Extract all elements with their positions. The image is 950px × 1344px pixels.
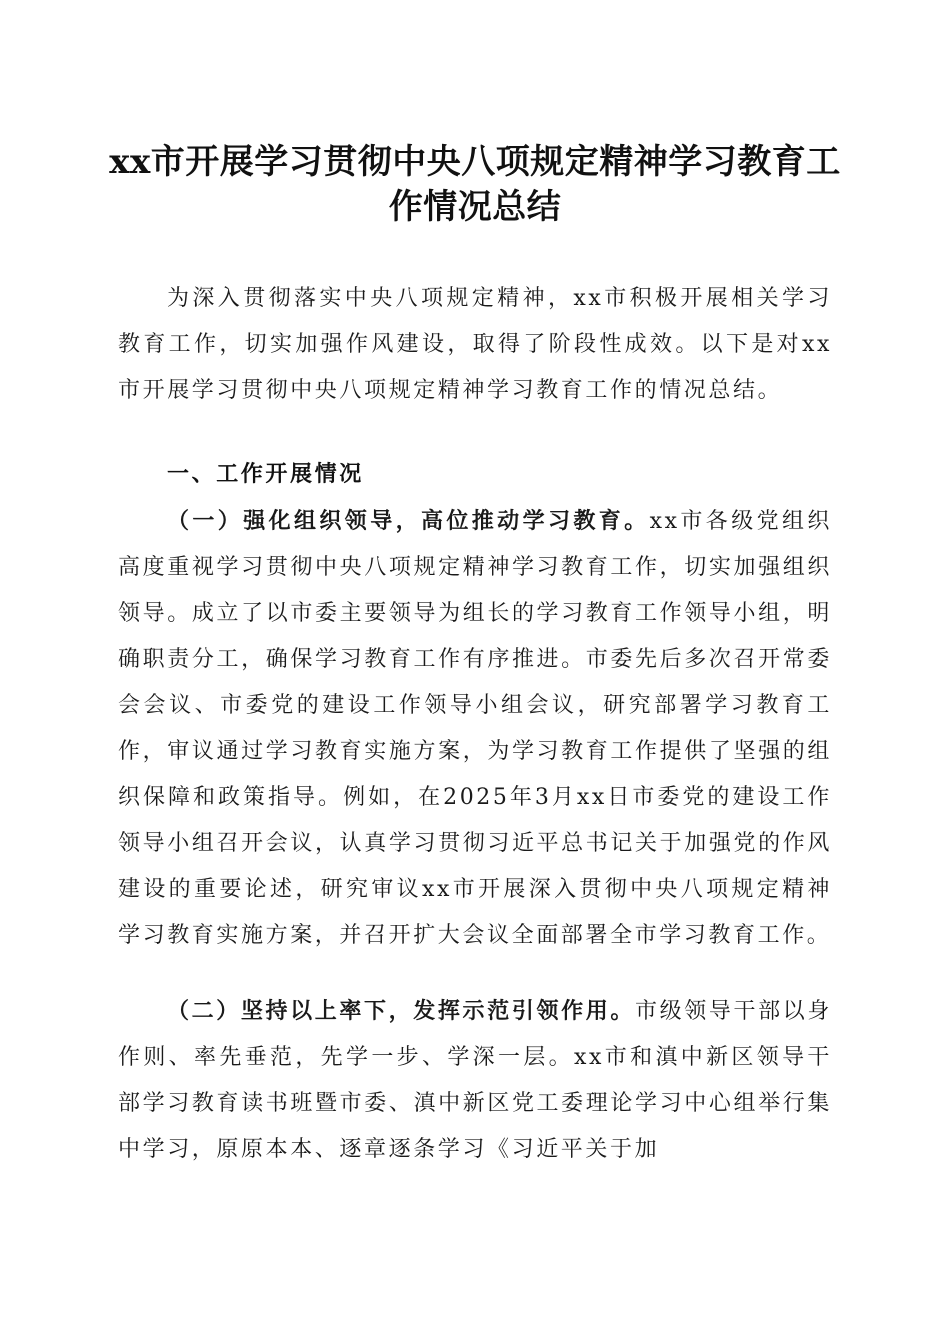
paragraph-lead-leading-by-example: （二）坚持以上率下，发挥示范引领作用。: [167, 998, 635, 1024]
section-heading-work-progress: 一、工作开展情况: [167, 462, 364, 487]
intro-paragraph: 为深入贯彻落实中央八项规定精神，xx市积极开展相关学习教育工作，切实加强作风建设，取得了阶段性成效。以下是对xx市开展学习贯彻中央八项规定精神学习教育工作的情况总结。: [118, 286, 832, 403]
document-title: xx市开展学习贯彻中央八项规定精神学习教育工作情况总结: [109, 142, 841, 227]
paragraph-leading-by-example: [118, 988, 832, 1173]
paragraph-body-organization-leadership: xx市各级党组织高度重视学习贯彻中央八项规定精神学习教育工作，切实加强组织领导。成立了以市委主要领导为组长的学习教育工作领导小组，明确职责分工，确保学习教育工作有序推进。市委先后多次召开常委会会议、市委党的建设工作领导小组会议，研究部署学习教育工作，审议通过学习教育实施方案，为学习教育工作提供了坚强的组织保障和政策指导。例如，在2025年3月xx日市委党的建设工作领导小组召开会议，认真学习贯彻习近平总书记关于加强党的作风建设的重要论述，研究审议xx市开展深入贯彻中央八项规定精神学习教育实施方案，并召开扩大会议全面部署全市学习教育工作。: [118, 509, 832, 948]
paragraph-body-leading-by-example: 市级领导干部以身作则、率先垂范，先学一步、学深一层。xx市和滇中新区领导干部学习教育读书班暨市委、滇中新区党工委理论学习中心组举行集中学习，原原本本、逐章逐条学习《习近平关于加: [118, 999, 832, 1162]
paragraph-organization-leadership: [118, 498, 832, 959]
paragraph-lead-organization-leadership: （一）强化组织领导，高位推动学习教育。: [167, 508, 650, 534]
